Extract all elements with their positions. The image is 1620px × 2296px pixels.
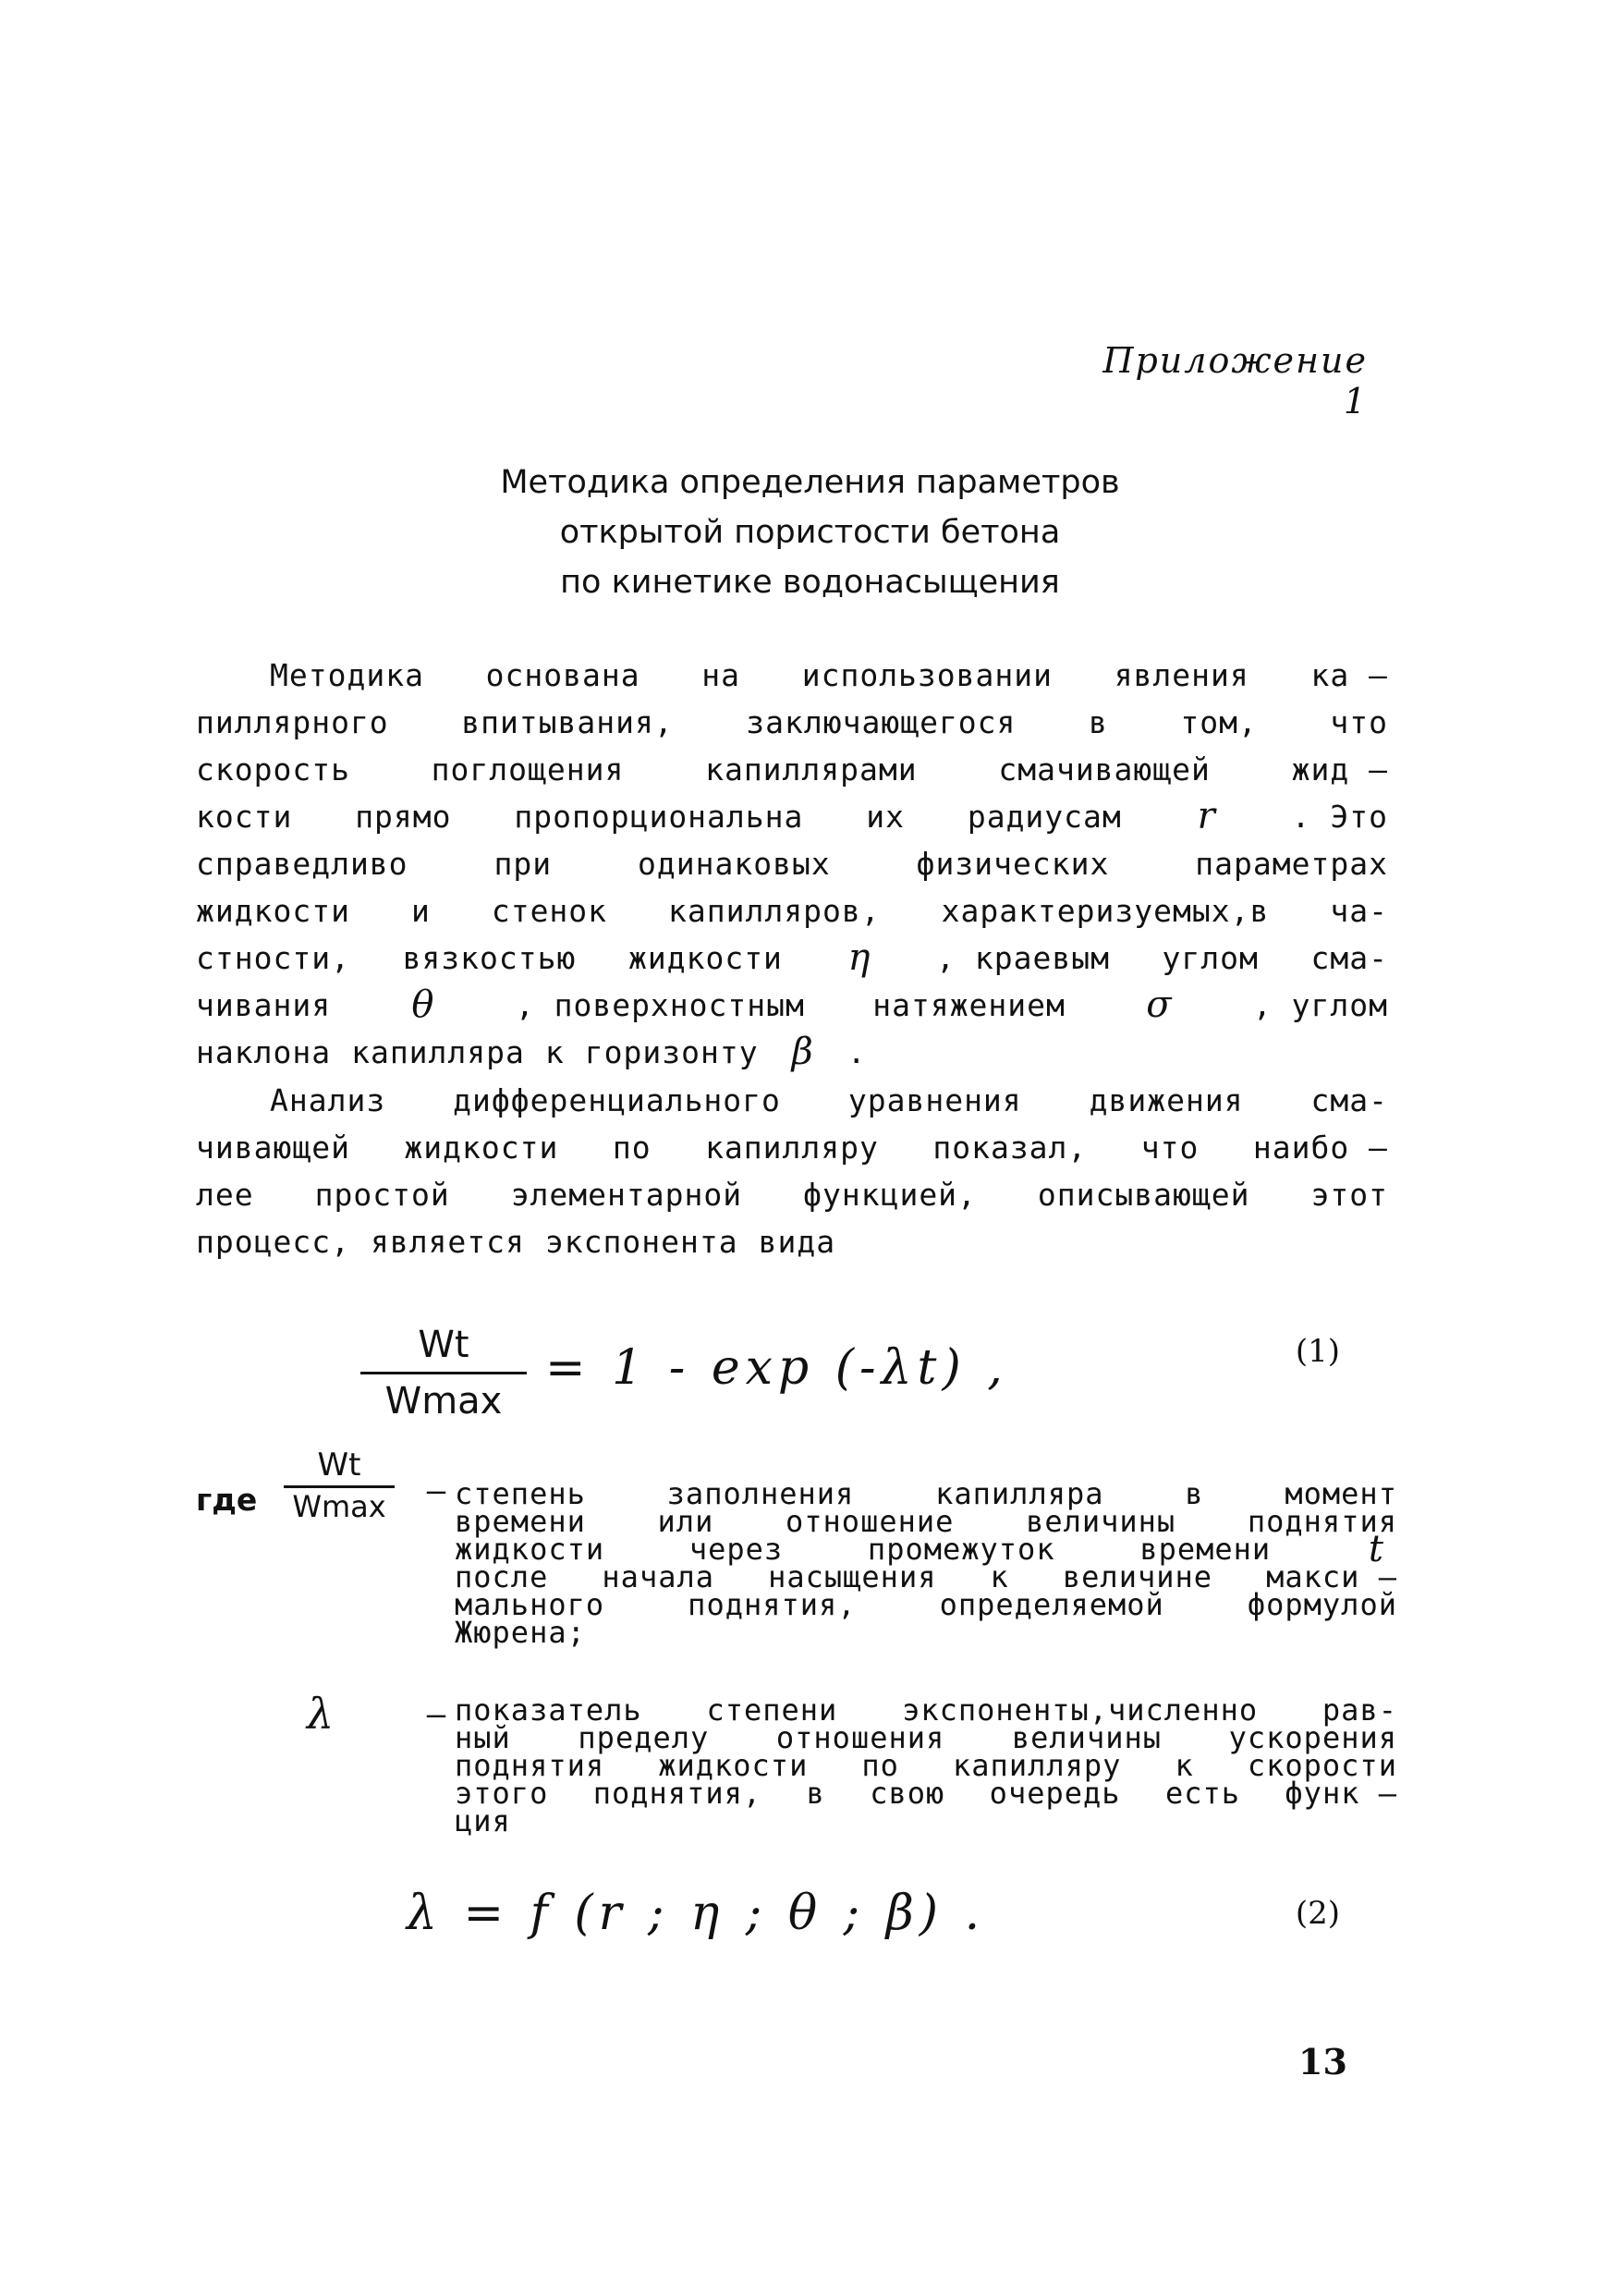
word: параметрах: [1195, 846, 1388, 882]
word: натяжением: [872, 987, 1066, 1023]
word: через: [688, 1532, 784, 1567]
math-symbol: θ: [411, 983, 435, 1026]
word: мального: [455, 1587, 605, 1622]
word: Анализ: [270, 1082, 386, 1118]
word: пиллярного: [196, 704, 389, 740]
word: смачивающей: [998, 751, 1211, 788]
word: , краевым: [936, 940, 1110, 976]
word: к: [544, 1034, 565, 1070]
equation-2-number: (2): [1295, 1895, 1340, 1932]
word: наибо –: [1252, 1130, 1388, 1166]
word: движения: [1089, 1082, 1244, 1118]
word: этого: [455, 1776, 549, 1811]
word: капилляру: [953, 1748, 1122, 1783]
word: Методика: [270, 657, 424, 693]
word: основана: [485, 657, 640, 693]
text-line: [196, 652, 1388, 699]
word: прямо: [355, 799, 452, 835]
word: заключающегося: [746, 704, 1017, 740]
word: рав-: [1322, 1692, 1397, 1728]
word: . Это: [1291, 799, 1388, 835]
where-word: где: [196, 1482, 258, 1518]
word: стенок: [491, 893, 608, 929]
word: поднятия: [455, 1748, 605, 1783]
definition-lambda: [196, 1689, 1397, 1853]
word: величины: [1026, 1504, 1176, 1539]
fraction-numerator: Wt: [418, 1324, 469, 1366]
text-line: [196, 982, 1388, 1029]
word: явления: [1114, 657, 1249, 693]
word: жидкости: [658, 1748, 809, 1783]
term-fraction-bar: [284, 1485, 395, 1488]
word: степени: [706, 1692, 838, 1728]
word: этот: [1310, 1177, 1388, 1213]
word: насыщения: [768, 1559, 937, 1594]
word: в: [806, 1776, 825, 1811]
word: жидкости: [627, 940, 783, 976]
word: момент: [1285, 1476, 1397, 1511]
word: сма-: [1310, 1082, 1388, 1118]
word: поглощения: [431, 751, 625, 788]
word: дифференциального: [453, 1082, 781, 1118]
text-line: [196, 887, 1388, 934]
word: жидкости: [404, 1130, 559, 1166]
text-line: [196, 1218, 1388, 1265]
word: физических: [916, 846, 1110, 882]
word: при: [493, 846, 553, 882]
word: жид –: [1291, 751, 1388, 788]
word: вязкостью: [402, 940, 577, 976]
word: свою: [870, 1776, 945, 1811]
word: очередь: [989, 1776, 1121, 1811]
word: отношение: [786, 1504, 955, 1539]
page-number: 13: [1298, 2041, 1347, 2082]
definitions: [196, 1447, 1397, 1853]
page-title: [277, 458, 1343, 607]
math-symbol: β: [791, 1031, 814, 1073]
word: определяемой: [939, 1587, 1164, 1622]
title-line: Методика определения параметров: [500, 464, 1120, 501]
word: к: [990, 1559, 1009, 1594]
word: по: [612, 1130, 652, 1166]
math-symbol: t: [1368, 1528, 1384, 1570]
word: в: [1088, 704, 1108, 740]
text-line: [455, 1587, 1397, 1622]
word: является: [370, 1224, 525, 1260]
word: жидкости: [455, 1532, 605, 1567]
word: функцией,: [803, 1177, 977, 1213]
word: степень: [455, 1476, 586, 1511]
title-line: открытой пористости бетона: [559, 514, 1061, 551]
word: капилляру: [705, 1130, 879, 1166]
fraction-denominator: Wmax: [384, 1380, 503, 1423]
word: величины: [1011, 1720, 1162, 1755]
word: одинаковых: [638, 846, 831, 882]
word: к: [1175, 1748, 1194, 1783]
word: кости: [196, 799, 293, 835]
text-line: [196, 1171, 1388, 1218]
definition-dash: –: [426, 1472, 446, 1509]
text-line: [196, 934, 1388, 982]
definition-dash: –: [426, 1696, 446, 1733]
word: чивающей: [196, 1130, 350, 1166]
paragraph-2: [196, 1077, 1388, 1265]
fraction-bar: [360, 1372, 527, 1374]
word: формулой: [1247, 1587, 1397, 1622]
word: или: [657, 1504, 714, 1539]
word: макси –: [1266, 1559, 1397, 1594]
word: впитывания,: [461, 704, 674, 740]
text-line: [196, 840, 1388, 887]
word: пропорциональна: [514, 799, 804, 835]
word: ча-: [1330, 893, 1388, 929]
text-line: [196, 746, 1388, 793]
word: капиллярами: [705, 751, 918, 788]
text-line: [196, 1029, 1388, 1076]
lambda-symbol: λ: [307, 1689, 335, 1739]
word: поднятия,: [688, 1587, 857, 1622]
word: горизонту: [584, 1034, 759, 1070]
word: заполнения: [666, 1476, 855, 1511]
word: их: [866, 799, 905, 835]
word: ка –: [1310, 657, 1388, 693]
word: использовании: [801, 657, 1053, 693]
word: элементарной: [510, 1177, 743, 1213]
appendix-label: Приложение 1: [1102, 340, 1368, 421]
word: , углом: [1252, 987, 1388, 1023]
word: жидкости: [196, 893, 350, 929]
word: отношения: [775, 1720, 945, 1755]
word: поднятия,: [592, 1776, 762, 1811]
word: времени: [1139, 1532, 1272, 1567]
paragraph-1: [196, 652, 1388, 1076]
word: ция: [455, 1803, 511, 1838]
math-symbol: σ: [1146, 983, 1173, 1026]
word: промежуток: [867, 1532, 1055, 1567]
word: экспоненты,численно: [902, 1692, 1259, 1728]
definition-term: [196, 1447, 418, 1631]
equation-2-body: λ = f (r ; η ; θ ; β) .: [407, 1886, 986, 1941]
text-line: [455, 1615, 1397, 1650]
text-line: [196, 1077, 1388, 1124]
word: есть: [1164, 1776, 1240, 1811]
word: описывающей: [1037, 1177, 1250, 1213]
word: радиусам: [967, 799, 1122, 835]
text-line: [196, 793, 1388, 840]
word: после: [455, 1559, 549, 1594]
word: , поверхностным: [515, 987, 805, 1023]
term-numerator: Wt: [317, 1447, 361, 1484]
title-line: по кинетике водонасыщения: [560, 564, 1060, 601]
word: начала: [602, 1559, 714, 1594]
word: показатель: [455, 1692, 642, 1728]
word: капилляра: [935, 1476, 1104, 1511]
text-line: [196, 699, 1388, 746]
definition-wt: [196, 1447, 1397, 1650]
word: пределу: [578, 1720, 710, 1755]
word: показал,: [932, 1130, 1088, 1166]
word: лее: [196, 1177, 254, 1213]
word: величине: [1062, 1559, 1213, 1594]
word: экспонента: [544, 1224, 738, 1260]
word: скорости: [1247, 1748, 1397, 1783]
word: капилляра: [351, 1034, 525, 1070]
word: поднятия: [1247, 1504, 1397, 1539]
equation-1-body: = 1 - exp (-λt) ,: [545, 1340, 1008, 1396]
word: процесс,: [196, 1224, 350, 1260]
term-denominator: Wmax: [292, 1489, 386, 1524]
word: времени: [455, 1504, 586, 1539]
math-symbol: η: [847, 936, 871, 979]
word: ускорения: [1228, 1720, 1397, 1755]
equation-1: [360, 1322, 1386, 1433]
word: сма-: [1310, 940, 1388, 976]
definition-term: [196, 1689, 418, 1853]
word: справедливо: [196, 846, 408, 882]
equation-1-fraction: [360, 1322, 527, 1424]
word: наклона: [196, 1034, 332, 1070]
word: и: [410, 893, 431, 929]
word: том,: [1180, 704, 1258, 740]
word: функ –: [1285, 1776, 1397, 1811]
word: в: [1185, 1476, 1204, 1511]
math-symbol: r: [1197, 795, 1216, 837]
word: на: [701, 657, 741, 693]
word: капилляров,: [668, 893, 881, 929]
definition-text: [455, 1692, 1397, 1838]
definition-text: [455, 1476, 1397, 1650]
word: углом: [1162, 940, 1259, 976]
word: ный: [455, 1720, 511, 1755]
equation-1-number: (1): [1295, 1333, 1340, 1370]
word: что: [1330, 704, 1388, 740]
term-fraction: [284, 1447, 395, 1523]
word: простой: [314, 1177, 450, 1213]
word: уравнения: [847, 1082, 1022, 1118]
word: вида: [758, 1224, 836, 1260]
word: Жюрена;: [455, 1615, 586, 1650]
word: чивания: [196, 987, 332, 1023]
text-line: [196, 1124, 1388, 1171]
word: скорость: [196, 751, 350, 788]
word: что: [1140, 1130, 1200, 1166]
text-line: [455, 1803, 1397, 1838]
text-line: [455, 1776, 1397, 1811]
word: по: [861, 1748, 899, 1783]
equation-2: [407, 1886, 1386, 1960]
word: .: [847, 1034, 867, 1070]
word: стности,: [196, 940, 350, 976]
word: характеризуемых,в: [941, 893, 1270, 929]
